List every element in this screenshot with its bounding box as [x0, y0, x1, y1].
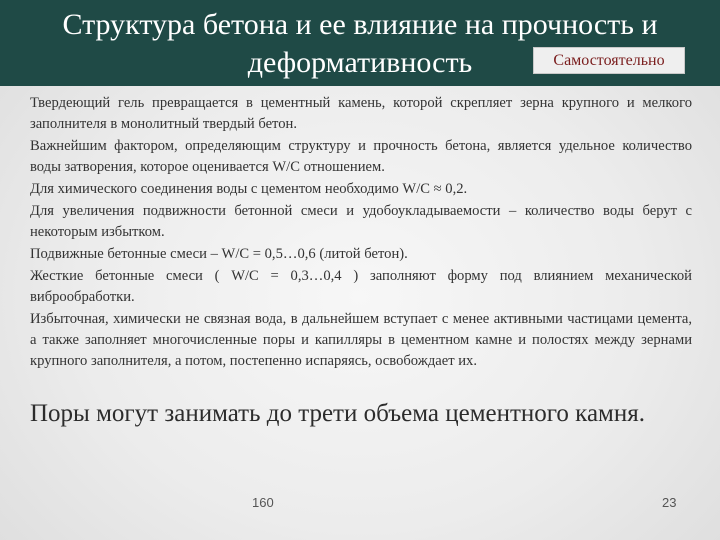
self-study-badge[interactable]: Самостоятельно [533, 47, 685, 74]
title-bar [0, 0, 720, 86]
page-number: 160 [252, 495, 274, 510]
paragraph-workability: Для увеличения подвижности бетонной смеси и удобоукладываемости – количество воды берут с некоторым избытком. [30, 203, 692, 240]
paragraph-gel: Твердеющий гель превращается в цементный камень, которой скрепляет зерна крупного и мелкого заполнителя в монолитный твердый бетон. [30, 95, 692, 132]
paragraph-excess-water: Избыточная, химически не связная вода, в дальнейшем вступает с менее активными частицами цемента, а также заполняет многочисленные поры и капилляры в цементном камне и полостях между зернами крупного заполнителя, а потом, постепенно испаряясь, освобождает их. [30, 311, 692, 369]
slide-body [30, 93, 692, 373]
paragraph-stiff-mixes: Жесткие бетонные смеси ( W/C = 0,3…0,4 ) заполняют форму под влиянием механической виброобработки. [30, 268, 692, 305]
slide-number: 23 [662, 495, 677, 510]
slide-title-line-1: Структура бетона и ее влияние на прочность и [62, 8, 658, 41]
conclusion-text: Поры могут занимать до трети объема цементного камня. [30, 400, 645, 427]
slide-title-line-2: деформативность [247, 46, 473, 79]
paragraph-main-factor: Важнейшим фактором, определяющим структуру и прочность бетона, является удельное количество воды затворения, которое оценивается W/C отношением. [30, 138, 692, 175]
paragraph-fluid-mixes: Подвижные бетонные смеси – W/C = 0,5…0,6 (литой бетон). [30, 246, 408, 262]
paragraph-chemical-binding: Для химического соединения воды с цементом необходимо W/C ≈ 0,2. [30, 181, 468, 197]
